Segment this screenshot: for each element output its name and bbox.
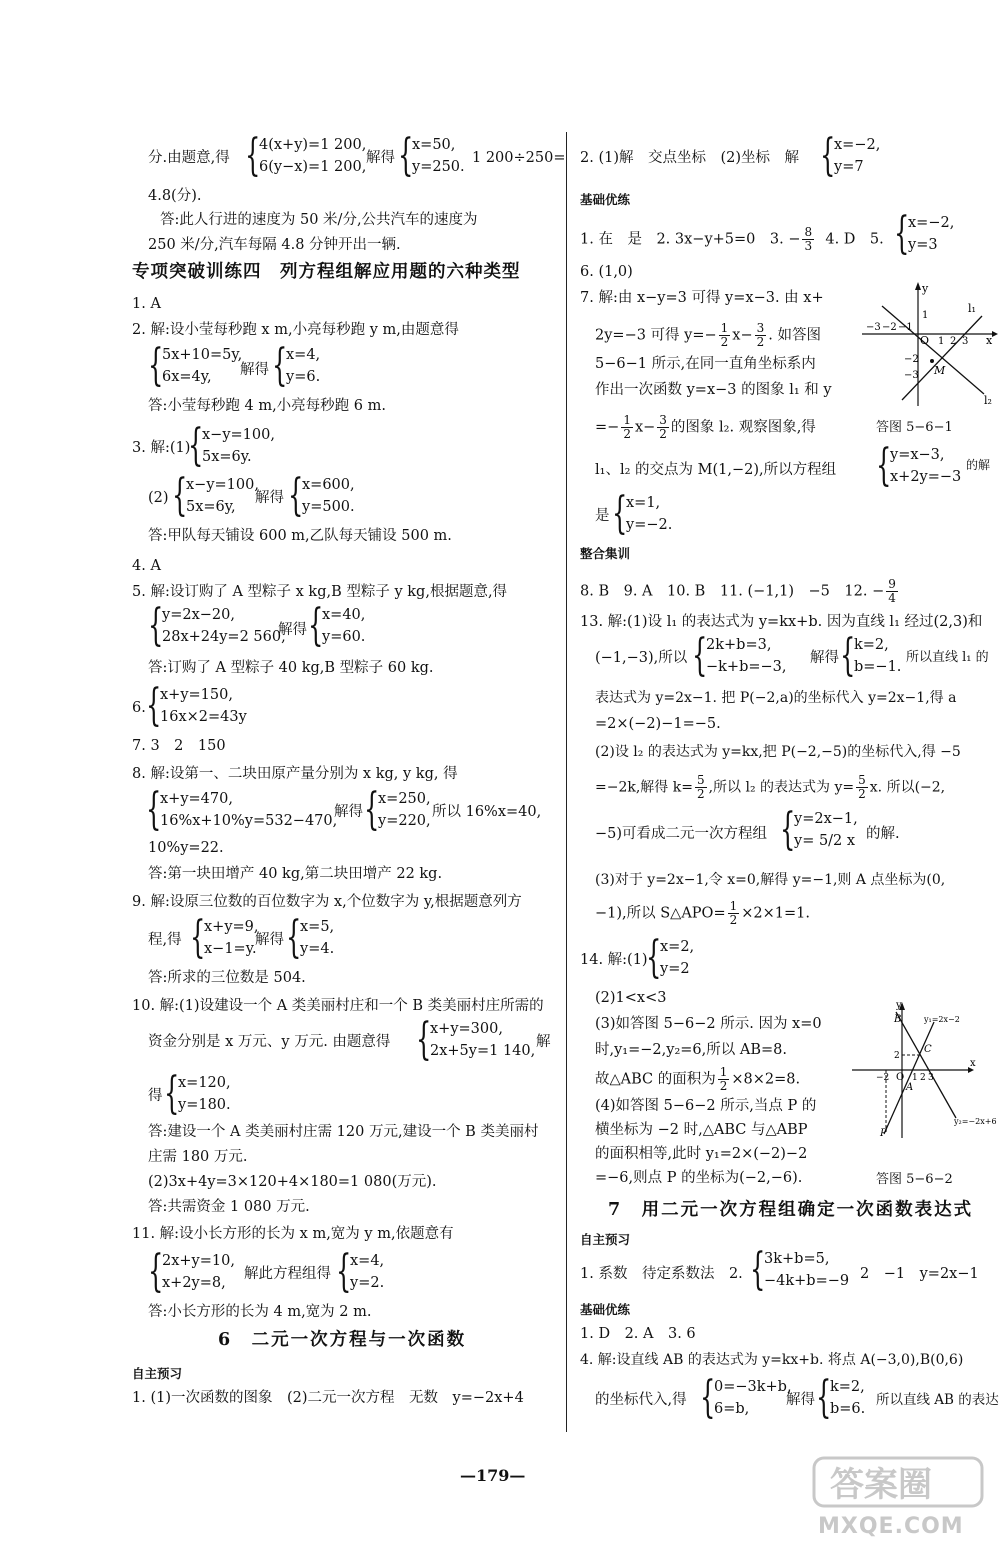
text-line: 9. 解:设原三位数的百位数字为 x,个位数字为 y,根据题意列方: [132, 894, 522, 910]
answer-line: 答:小长方形的长为 4 m,宽为 2 m.: [148, 1304, 372, 1320]
M-label: M: [934, 364, 946, 377]
section-heading: 专项突破训练四 列方程组解应用题的六种类型: [132, 262, 521, 282]
text-line: 资金分别是 x 万元、y 万元. 由题意得: [148, 1034, 391, 1050]
x-axis-arrow: [992, 331, 998, 337]
text-line: 1. D 2. A 3. 6: [580, 1326, 696, 1342]
line-y2: [896, 1012, 956, 1118]
subheading: 自主预习: [580, 1232, 631, 1247]
text-line: 13. 解:(1)设 l₁ 的表达式为 y=kx+b. 因为直线 l₁ 经过(2,3)和: [580, 614, 983, 630]
equation-solution: { x=40, y=60.: [308, 600, 366, 651]
text-line: 11. 解:设小长方形的长为 x m,宽为 y m,依题意有: [132, 1226, 454, 1242]
text-line: 1. 在 是 2. 3x−y+5=0 3. − $\frac{8}{3}$ 4. D 5.: [580, 225, 884, 253]
x-label: x: [970, 1058, 976, 1069]
text-line: 4.8(分).: [148, 188, 202, 204]
text-line: 解此方程组得: [244, 1266, 331, 1282]
equation-solution: { x=1, y=−2.: [612, 488, 673, 539]
column-divider: [566, 132, 567, 1432]
text-line: =− $\frac{1}{2}$ x− $\frac{3}{2}$ 的图象 l₂. 观察图象,得: [595, 413, 816, 441]
P-label: P: [880, 1128, 887, 1139]
equation-solution: { k=2, b=6.: [816, 1372, 866, 1423]
equation-solution: { x=50, y=250.: [398, 130, 465, 181]
tick-label: 3: [928, 1073, 934, 1083]
equation-solution: { k=2, b=−1.: [840, 630, 902, 681]
tick-label: 3: [962, 336, 969, 347]
subheading: 自主预习: [132, 1366, 183, 1381]
equation-solution: { x=−2, y=3: [894, 208, 955, 259]
y2-label: y₂=−2x+6: [954, 1117, 997, 1126]
text-line: 表达式为 y=2x−1. 把 P(−2,a)的坐标代入 y=2x−1,得 a: [595, 690, 957, 706]
text-line: (2)1<x<3: [595, 990, 667, 1006]
equation-solution: { x=4, y=6.: [272, 340, 321, 391]
svg-text:答案圈: 答案圈: [830, 1465, 932, 1505]
origin-label: O: [896, 1072, 905, 1083]
answer-line: 答:订购了 A 型粽子 40 kg,B 型粽子 60 kg.: [148, 660, 434, 676]
l1-label: l₁: [968, 302, 976, 315]
text-line: 4. A: [132, 558, 161, 574]
tick-label: −3: [904, 370, 919, 381]
equation-solution: { x=600, y=500.: [288, 470, 355, 521]
text-line: 解得: [278, 622, 307, 638]
text-line: 分.由题意,得: [148, 150, 230, 166]
text-line: 14. 解:(1): [580, 952, 648, 968]
text-line: (4)如答图 5−6−2 所示,当点 P 的: [595, 1098, 817, 1114]
l2-label: l₂: [984, 394, 992, 407]
equation-system: { 0=−3k+b, 6=b,: [700, 1372, 792, 1423]
text-line: 1. 系数 待定系数法 2.: [580, 1266, 743, 1282]
text-line: 8. 解:设第一、二块田原产量分别为 x kg, y kg, 得: [132, 766, 458, 782]
text-line: (2): [148, 490, 169, 506]
y-label: y: [896, 1000, 902, 1011]
equation-system: { 5x+10=5y, 6x=4y,: [148, 340, 243, 391]
text-line: 程,得: [148, 932, 182, 948]
text-line: =2×(−2)−1=−5.: [595, 716, 721, 732]
equation-system: { x+y=9, x−1=y.: [190, 912, 259, 963]
text-line: 故△ABC 的面积为 $\frac{1}{2}$ ×8×2=8.: [595, 1065, 801, 1093]
tick-label: −3: [866, 322, 881, 333]
equation-system: { x+y=470, 16%x+10%y=532−470,: [146, 784, 338, 835]
answer-line: 答:此人行进的速度为 50 米/分,公共汽车的速度为: [160, 212, 478, 228]
answer-line: 庄需 180 万元.: [148, 1149, 248, 1165]
text-line: 解得: [240, 362, 269, 378]
section-heading: 7 用二元一次方程组确定一次函数表达式: [608, 1200, 974, 1220]
point-M: [930, 359, 934, 363]
text-line: 5. 解:设订购了 A 型粽子 x kg,B 型粽子 y kg,根据题意,得: [132, 584, 508, 600]
answer-line: 答:所求的三位数是 504.: [148, 970, 306, 986]
text-line: 解: [536, 1034, 551, 1050]
text-line: 2. 解:设小莹每秒跑 x m,小亮每秒跑 y m,由题意得: [132, 322, 459, 338]
subheading: 基础优练: [580, 1302, 631, 1317]
tick-label: 1: [922, 310, 929, 321]
equation-solution: { x=5, y=4.: [286, 912, 335, 963]
text-line: 所以直线 l₁ 的: [906, 650, 989, 665]
text-line: 7. 解:由 x−y=3 可得 y=x−3. 由 x+: [580, 290, 824, 306]
text-line: l₁、l₂ 的交点为 M(1,−2),所以方程组: [595, 462, 837, 478]
text-line: (−1,−3),所以: [595, 650, 688, 666]
text-line: 7. 3 2 150: [132, 738, 226, 754]
y-label: y: [922, 282, 929, 295]
y-axis-arrow: [915, 282, 921, 290]
text-line: 10%y=22.: [148, 840, 224, 856]
watermark-text: MXQE.COM: [818, 1514, 964, 1539]
text-line: 2. (1)解 交点坐标 (2)坐标 解: [580, 150, 800, 166]
text-line: 2y=−3 可得 y=− $\frac{1}{2}$ x− $\frac{3}{2}$ . 如答图: [595, 321, 821, 349]
text-line: 得: [148, 1088, 163, 1104]
tick-label: 1: [938, 336, 945, 347]
answer-line: 答:小莹每秒跑 4 m,小亮每秒跑 6 m.: [148, 398, 386, 414]
text-line: (2)设 l₂ 的表达式为 y=kx,把 P(−2,−5)的坐标代入,得 −5: [595, 744, 961, 760]
answer-line: 答:甲队每天铺设 600 m,乙队每天铺设 500 m.: [148, 528, 452, 544]
equation-system: { x+y=150, 16x×2=43y: [146, 680, 247, 731]
subheading: 基础优练: [580, 192, 631, 207]
A-label: A: [906, 1082, 914, 1093]
equation-system: { y=2x−20, 28x+24y=2 560,: [148, 600, 286, 651]
text-line: (3)如答图 5−6−2 所示. 因为 x=0: [595, 1016, 822, 1032]
text-line: 2 −1 y=2x−1: [860, 1266, 979, 1282]
answer-line: 答:建设一个 A 类美丽村庄需 120 万元,建设一个 B 类美丽村: [148, 1124, 539, 1140]
text-line: 10. 解:(1)设建设一个 A 类美丽村庄和一个 B 类美丽村庄所需的: [132, 998, 544, 1014]
text-line: 解得: [334, 804, 363, 820]
answer-line: 250 米/分,汽车每隔 4.8 分钟开出一辆.: [148, 237, 401, 253]
text-line: 所以直线 AB 的表达: [876, 1392, 999, 1408]
tick-label: −1: [898, 322, 913, 333]
tick-label: −2: [904, 354, 919, 365]
equation-system: { 4(x+y)=1 200, 6(y−x)=1 200,: [245, 130, 367, 181]
figure-caption: 答图 5−6−2: [876, 1172, 953, 1187]
text-line: −1),所以 S△APO= $\frac{1}{2}$ ×2×1=1.: [595, 899, 810, 927]
tick-label: 2: [894, 1051, 900, 1061]
answer-line: 答:共需资金 1 080 万元.: [148, 1199, 310, 1215]
text-line: =−2k,解得 k= $\frac{5}{2}$ ,所以 l₂ 的表达式为 y= $\frac{5}{2}$ x. 所以(−2,: [595, 773, 946, 801]
tick-label: −2: [882, 322, 897, 333]
graph-figure-5-6-1: [862, 282, 998, 408]
text-line: 3. 解:(1): [132, 440, 191, 456]
equation-system: { 2x+y=10, x+2y=8,: [148, 1246, 235, 1297]
text-line: 的坐标代入,得: [595, 1392, 687, 1408]
section-heading: 6 二元一次方程与一次函数: [218, 1330, 467, 1350]
line-l2: [882, 306, 984, 394]
text-line: 所以 16%x=40,: [432, 804, 542, 820]
text-line: 1. A: [132, 296, 161, 312]
text-line: 5−6−1 所示,在同一直角坐标系内: [595, 356, 816, 372]
text-line: (2)3x+4y=3×120+4×180=1 080(万元).: [148, 1174, 437, 1190]
text-line: 时,y₁=−2,y₂=6,所以 AB=8.: [595, 1042, 787, 1058]
subheading: 整合集训: [580, 546, 631, 561]
text-line: (3)对于 y=2x−1,令 x=0,解得 y=−1,则 A 点坐标为(0,: [595, 872, 946, 888]
origin-label: O: [920, 334, 930, 347]
tick-label: 1: [912, 1073, 918, 1083]
text-line: 6.: [132, 700, 146, 716]
equation-system: { x+y=300, 2x+5y=1 140,: [416, 1014, 536, 1065]
equation-system: { y=2x−1, y= 5/2 x: [780, 804, 858, 855]
line-y1: [884, 1022, 934, 1134]
tick-label: 2: [950, 336, 957, 347]
text-line: −5)可看成二元一次方程组: [595, 826, 768, 842]
answer-line: 答:第一块田增产 40 kg,第二块田增产 22 kg.: [148, 866, 443, 882]
text-line: 1 200÷250=: [472, 150, 566, 166]
text-line: 的解: [966, 458, 991, 472]
y1-label: y₁=2x−2: [924, 1015, 960, 1024]
text-line: 解得: [366, 150, 395, 166]
page-number: —179—: [460, 1466, 526, 1485]
equation-system: { y=x−3, x+2y=−3: [876, 440, 962, 491]
equation-solution: { x=2, y=2: [646, 932, 695, 983]
x-label: x: [986, 334, 993, 347]
equation-system: { x−y=100, 5x=6y.: [188, 420, 275, 471]
text-line: 4. 解:设直线 AB 的表达式为 y=kx+b. 将点 A(−3,0),B(0,6): [580, 1352, 964, 1368]
text-line: 解得: [255, 932, 284, 948]
equation-solution: { x=120, y=180.: [164, 1068, 231, 1119]
tick-label: −2: [876, 1073, 890, 1083]
text-line: 6. (1,0): [580, 264, 633, 280]
text-line: 解得: [255, 490, 284, 506]
equation-system: { 2k+b=3, −k+b=−3,: [692, 630, 787, 681]
C-label: C: [924, 1044, 932, 1055]
tick-label: 2: [920, 1073, 926, 1083]
text-line: 横坐标为 −2 时,△ABC 与△ABP: [595, 1122, 808, 1138]
text-line: 8. B 9. A 10. B 11. (−1,1) −5 12. − $\frac{9}{4}$: [580, 577, 896, 605]
B-label: B: [894, 1014, 902, 1025]
text-line: 的解.: [866, 826, 900, 842]
text-line: 1. (1)一次函数的图象 (2)二元一次方程 无数 y=−2x+4: [132, 1390, 524, 1406]
graph-figure-5-6-2: [852, 1000, 998, 1140]
equation-solution: { x=4, y=2.: [336, 1246, 385, 1297]
equation-system: { 3k+b=5, −4k+b=−9: [750, 1244, 850, 1295]
equation-system: { x−y=100, 5x=6y,: [172, 470, 259, 521]
equation-solution: { x=250, y=220,: [364, 784, 431, 835]
text-line: 的面积相等,此时 y₁=2×(−2)−2: [595, 1146, 808, 1162]
text-line: 解得: [786, 1392, 815, 1408]
text-line: 作出一次函数 y=x−3 的图象 l₁ 和 y: [595, 382, 832, 398]
text-line: 是: [595, 508, 610, 524]
figure-caption: 答图 5−6−1: [876, 420, 953, 435]
equation-solution: { x=−2, y=7: [820, 130, 881, 181]
text-line: 解得: [810, 650, 839, 666]
text-line: =−6,则点 P 的坐标为(−2,−6).: [595, 1170, 803, 1186]
